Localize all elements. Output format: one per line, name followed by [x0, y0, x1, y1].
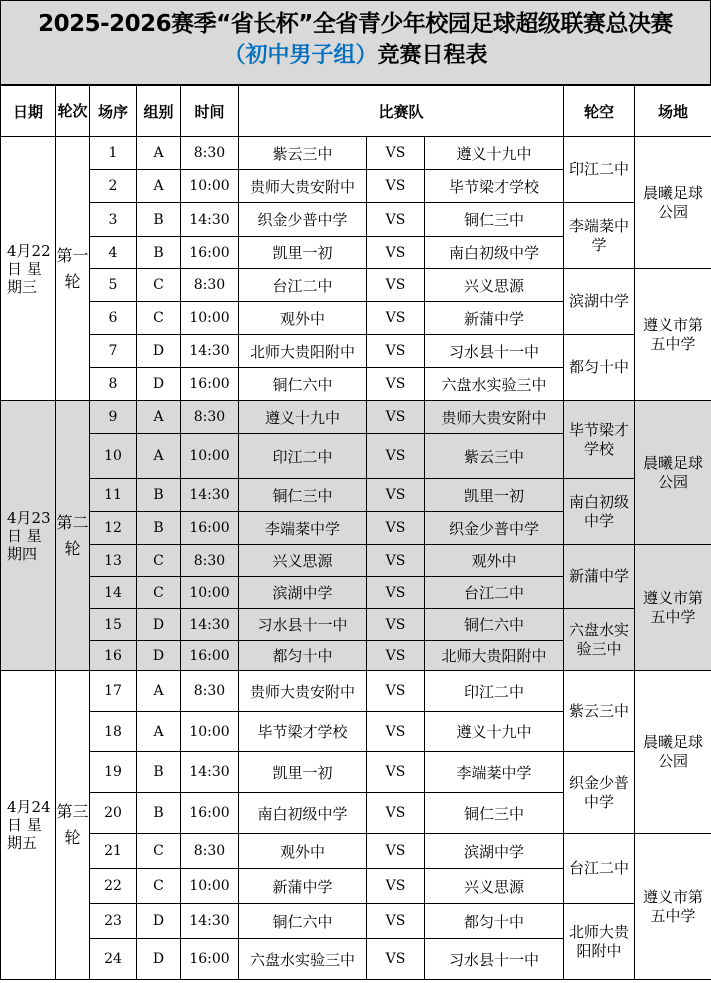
home-team: 李端棻中学	[239, 512, 367, 545]
match-time: 10:00	[181, 434, 239, 479]
match-group: D	[137, 904, 181, 939]
venue: 晨曦足球公园	[635, 671, 711, 834]
title-division: （初中男子组）	[223, 43, 378, 68]
match-row	[1, 671, 711, 712]
header-row	[1, 86, 711, 137]
match-time: 16:00	[181, 641, 239, 671]
home-team: 铜仁六中	[239, 368, 367, 401]
match-time: 8:30	[181, 545, 239, 577]
vs-label: VS	[367, 793, 425, 834]
match-number: 2	[90, 170, 137, 203]
home-team: 观外中	[239, 834, 367, 869]
header-round: 轮次	[56, 86, 90, 137]
vs-label: VS	[367, 609, 425, 641]
match-row	[1, 203, 711, 237]
match-row	[1, 904, 711, 939]
match-group: D	[137, 939, 181, 980]
day-date: 4月24日 星期五	[1, 671, 56, 980]
header-date: 日期	[1, 86, 56, 137]
match-number: 20	[90, 793, 137, 834]
away-team: 遵义十九中	[425, 712, 564, 752]
match-number: 18	[90, 712, 137, 752]
vs-label: VS	[367, 170, 425, 203]
match-group: A	[137, 712, 181, 752]
match-number: 10	[90, 434, 137, 479]
bye-team: 毕节梁才学校	[564, 401, 635, 479]
match-number: 9	[90, 401, 137, 434]
match-group: D	[137, 609, 181, 641]
away-team: 都匀十中	[425, 904, 564, 939]
match-group: A	[137, 434, 181, 479]
match-group: D	[137, 368, 181, 401]
bye-team: 台江二中	[564, 834, 635, 904]
match-group: C	[137, 302, 181, 335]
home-team: 兴义思源	[239, 545, 367, 577]
match-time: 10:00	[181, 170, 239, 203]
match-number: 3	[90, 203, 137, 237]
away-team: 新蒲中学	[425, 302, 564, 335]
vs-label: VS	[367, 302, 425, 335]
schedule-body	[1, 137, 711, 980]
bye-team: 新蒲中学	[564, 545, 635, 609]
vs-label: VS	[367, 368, 425, 401]
home-team: 新蒲中学	[239, 869, 367, 904]
match-row	[1, 479, 711, 512]
match-time: 10:00	[181, 302, 239, 335]
home-team: 北师大贵阳附中	[239, 335, 367, 368]
vs-label: VS	[367, 203, 425, 237]
day-date: 4月23日 星期四	[1, 401, 56, 671]
away-team: 铜仁六中	[425, 609, 564, 641]
match-number: 4	[90, 237, 137, 269]
away-team: 凯里一初	[425, 479, 564, 512]
venue: 遵义市第五中学	[635, 834, 711, 980]
bye-team: 北师大贵阳附中	[564, 904, 635, 980]
home-team: 南白初级中学	[239, 793, 367, 834]
header-venue: 场地	[635, 86, 711, 137]
away-team: 六盘水实验三中	[425, 368, 564, 401]
match-number: 22	[90, 869, 137, 904]
vs-label: VS	[367, 335, 425, 368]
match-number: 5	[90, 269, 137, 302]
home-team: 凯里一初	[239, 752, 367, 793]
home-team: 遵义十九中	[239, 401, 367, 434]
vs-label: VS	[367, 939, 425, 980]
match-row	[1, 137, 711, 170]
match-group: C	[137, 269, 181, 302]
match-group: B	[137, 512, 181, 545]
day-round: 第三轮	[56, 671, 90, 980]
schedule-table	[0, 85, 711, 980]
away-team: 遵义十九中	[425, 137, 564, 170]
vs-label: VS	[367, 479, 425, 512]
header-bye: 轮空	[564, 86, 635, 137]
match-number: 7	[90, 335, 137, 368]
vs-label: VS	[367, 712, 425, 752]
match-number: 17	[90, 671, 137, 712]
home-team: 六盘水实验三中	[239, 939, 367, 980]
header-teams: 比赛队	[239, 86, 564, 137]
away-team: 紫云三中	[425, 434, 564, 479]
vs-label: VS	[367, 545, 425, 577]
match-group: D	[137, 335, 181, 368]
vs-label: VS	[367, 671, 425, 712]
match-time: 14:30	[181, 904, 239, 939]
vs-label: VS	[367, 869, 425, 904]
match-group: A	[137, 137, 181, 170]
home-team: 习水县十一中	[239, 609, 367, 641]
away-team: 印江二中	[425, 671, 564, 712]
home-team: 铜仁三中	[239, 479, 367, 512]
home-team: 紫云三中	[239, 137, 367, 170]
vs-label: VS	[367, 834, 425, 869]
day-round: 第二轮	[56, 401, 90, 671]
home-team: 印江二中	[239, 434, 367, 479]
away-team: 铜仁三中	[425, 203, 564, 237]
match-time: 10:00	[181, 712, 239, 752]
match-group: A	[137, 671, 181, 712]
vs-label: VS	[367, 269, 425, 302]
home-team: 贵师大贵安附中	[239, 671, 367, 712]
schedule-title	[0, 0, 711, 85]
away-team: 滨湖中学	[425, 834, 564, 869]
away-team: 兴义思源	[425, 869, 564, 904]
away-team: 铜仁三中	[425, 793, 564, 834]
match-time: 16:00	[181, 512, 239, 545]
away-team: 兴义思源	[425, 269, 564, 302]
match-group: B	[137, 237, 181, 269]
match-time: 8:30	[181, 401, 239, 434]
venue: 遵义市第五中学	[635, 269, 711, 401]
bye-team: 李端棻中学	[564, 203, 635, 269]
match-number: 23	[90, 904, 137, 939]
vs-label: VS	[367, 512, 425, 545]
title-line-2	[1, 36, 710, 68]
title-subtitle: 竞赛日程表	[377, 43, 488, 68]
match-group: C	[137, 869, 181, 904]
match-row	[1, 609, 711, 641]
match-time: 14:30	[181, 752, 239, 793]
away-team: 习水县十一中	[425, 939, 564, 980]
home-team: 滨湖中学	[239, 577, 367, 609]
match-number: 6	[90, 302, 137, 335]
day-round: 第一轮	[56, 137, 90, 401]
match-group: A	[137, 170, 181, 203]
title-line-1: 2025-2026赛季“省长杯”全省青少年校园足球超级联赛总决赛	[38, 11, 673, 37]
bye-team: 印江二中	[564, 137, 635, 203]
away-team: 南白初级中学	[425, 237, 564, 269]
match-group: C	[137, 545, 181, 577]
match-time: 8:30	[181, 269, 239, 302]
match-number: 15	[90, 609, 137, 641]
away-team: 贵师大贵安附中	[425, 401, 564, 434]
bye-team: 都匀十中	[564, 335, 635, 401]
header-time: 时间	[181, 86, 239, 137]
match-time: 16:00	[181, 368, 239, 401]
venue: 遵义市第五中学	[635, 545, 711, 671]
away-team: 观外中	[425, 545, 564, 577]
match-number: 1	[90, 137, 137, 170]
away-team: 李端棻中学	[425, 752, 564, 793]
bye-team: 六盘水实验三中	[564, 609, 635, 671]
home-team: 铜仁六中	[239, 904, 367, 939]
venue: 晨曦足球公园	[635, 137, 711, 269]
vs-label: VS	[367, 641, 425, 671]
match-row	[1, 834, 711, 869]
header-match-no: 场序	[90, 86, 137, 137]
match-group: C	[137, 577, 181, 609]
away-team: 习水县十一中	[425, 335, 564, 368]
day-date: 4月22日 星期三	[1, 137, 56, 401]
away-team: 织金少普中学	[425, 512, 564, 545]
match-row	[1, 401, 711, 434]
match-group: C	[137, 834, 181, 869]
match-number: 13	[90, 545, 137, 577]
home-team: 贵师大贵安附中	[239, 170, 367, 203]
away-team: 台江二中	[425, 577, 564, 609]
match-row	[1, 545, 711, 577]
home-team: 台江二中	[239, 269, 367, 302]
vs-label: VS	[367, 577, 425, 609]
match-number: 16	[90, 641, 137, 671]
match-time: 8:30	[181, 671, 239, 712]
match-time: 16:00	[181, 237, 239, 269]
vs-label: VS	[367, 904, 425, 939]
away-team: 北师大贵阳附中	[425, 641, 564, 671]
home-team: 毕节梁才学校	[239, 712, 367, 752]
vs-label: VS	[367, 237, 425, 269]
match-group: B	[137, 752, 181, 793]
away-team: 毕节梁才学校	[425, 170, 564, 203]
header-group: 组别	[137, 86, 181, 137]
match-time: 16:00	[181, 939, 239, 980]
vs-label: VS	[367, 434, 425, 479]
match-time: 10:00	[181, 577, 239, 609]
match-time: 14:30	[181, 203, 239, 237]
match-group: D	[137, 641, 181, 671]
match-group: B	[137, 479, 181, 512]
match-number: 8	[90, 368, 137, 401]
match-time: 14:30	[181, 479, 239, 512]
vs-label: VS	[367, 401, 425, 434]
match-time: 14:30	[181, 609, 239, 641]
match-time: 8:30	[181, 834, 239, 869]
home-team: 凯里一初	[239, 237, 367, 269]
home-team: 观外中	[239, 302, 367, 335]
bye-team: 紫云三中	[564, 671, 635, 752]
match-time: 8:30	[181, 137, 239, 170]
match-time: 16:00	[181, 793, 239, 834]
home-team: 织金少普中学	[239, 203, 367, 237]
match-row	[1, 752, 711, 793]
match-number: 14	[90, 577, 137, 609]
match-number: 19	[90, 752, 137, 793]
bye-team: 南白初级中学	[564, 479, 635, 545]
venue: 晨曦足球公园	[635, 401, 711, 545]
match-number: 21	[90, 834, 137, 869]
bye-team: 织金少普中学	[564, 752, 635, 834]
vs-label: VS	[367, 137, 425, 170]
vs-label: VS	[367, 752, 425, 793]
bye-team: 滨湖中学	[564, 269, 635, 335]
match-row	[1, 335, 711, 368]
match-group: B	[137, 203, 181, 237]
match-number: 24	[90, 939, 137, 980]
match-time: 14:30	[181, 335, 239, 368]
home-team: 都匀十中	[239, 641, 367, 671]
match-number: 12	[90, 512, 137, 545]
match-group: A	[137, 401, 181, 434]
match-row	[1, 269, 711, 302]
match-number: 11	[90, 479, 137, 512]
match-time: 10:00	[181, 869, 239, 904]
match-group: B	[137, 793, 181, 834]
